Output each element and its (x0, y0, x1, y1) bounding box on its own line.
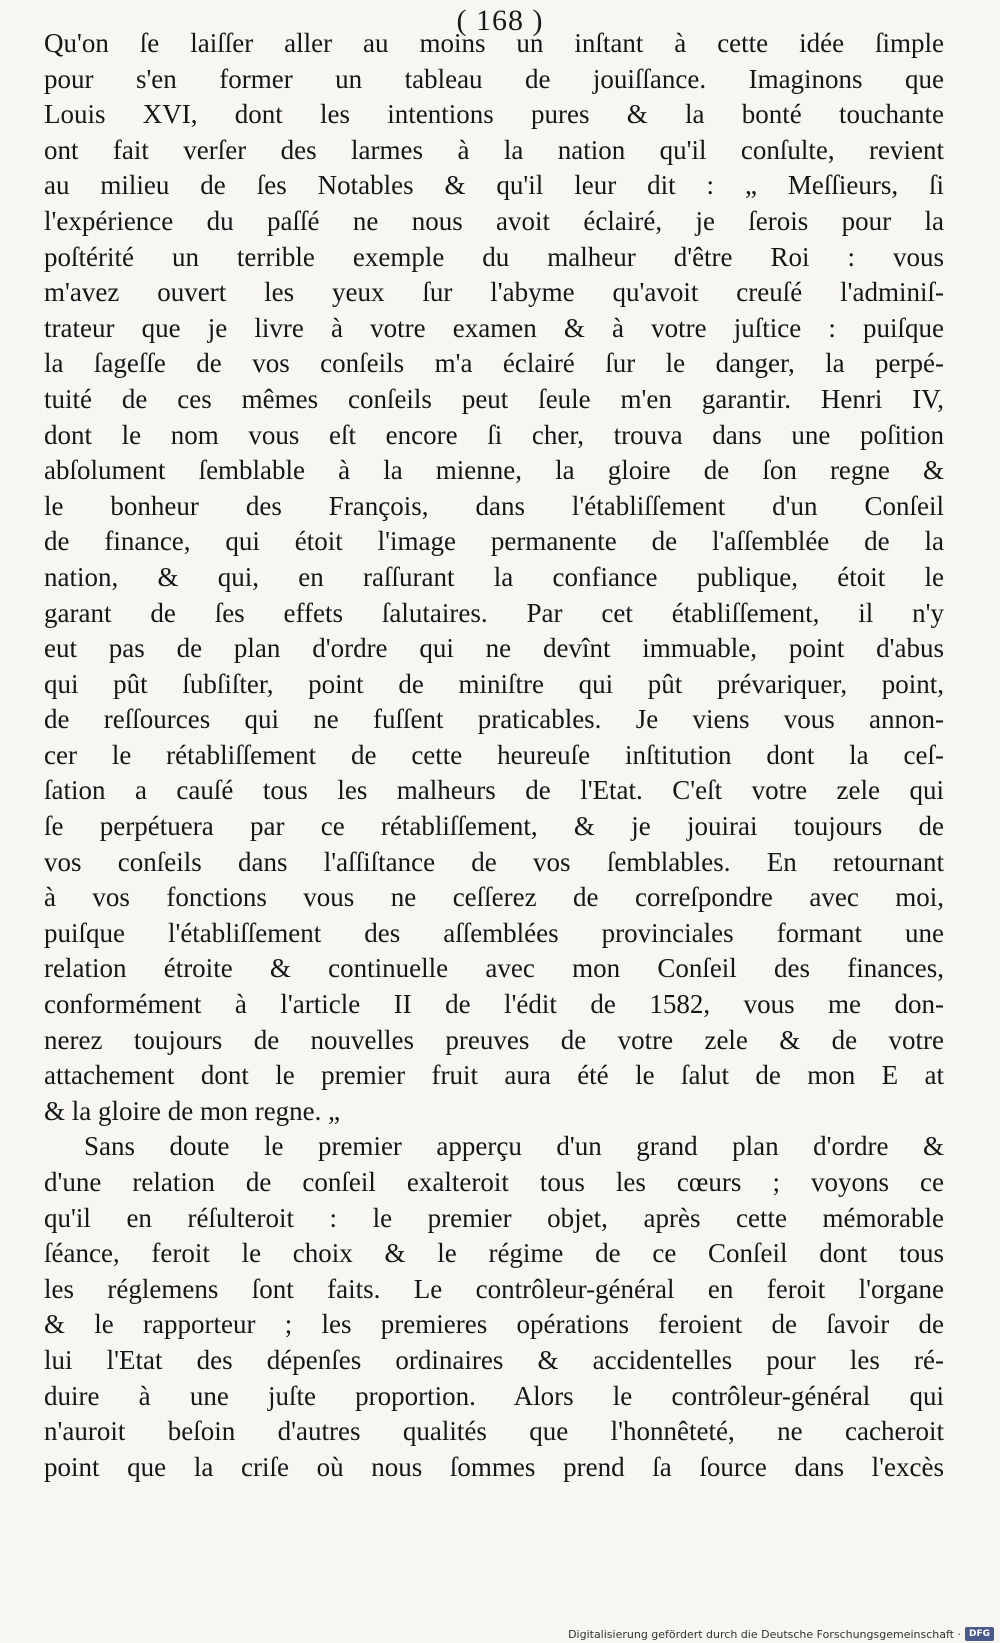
text-line: m'avez ouvert les yeux ſur l'abyme qu'avoit creuſé l'adminiſ- (44, 277, 944, 308)
text-line: dont le nom vous eſt encore ſi cher, trouva dans une poſition (44, 419, 944, 450)
text-line: qu'il en réſulteroit : le premier objet, après cette mémorable (44, 1202, 944, 1233)
text-line: lui l'Etat des dépenſes ordinaires & accidentelles pour les ré- (44, 1344, 944, 1375)
paragraph-start-line: Sans doute le premier apperçu d'un grand plan d'ordre & (84, 1131, 944, 1162)
text-line: point que la criſe où nous ſommes prend ſa ſource dans l'excès (44, 1451, 944, 1482)
page-number: ( 168 ) (456, 4, 544, 37)
digitization-credit (568, 1627, 994, 1641)
text-line: l'expérience du paſſé ne nous avoit éclairé, je ſerois pour la (44, 205, 944, 236)
text-line: ſéance, feroit le choix & le régime de ce Conſeil dont tous (44, 1238, 944, 1269)
text-line: & le rapporteur ; les premieres opérations feroient de ſavoir de (44, 1309, 944, 1340)
text-line: conformément à l'article II de l'édit de 1582, vous me don- (44, 989, 944, 1020)
text-line: duire à une juſte proportion. Alors le contrôleur-général qui (44, 1380, 944, 1411)
text-line: ont fait verſer des larmes à la nation qu'il conſulte, revient (44, 134, 944, 165)
text-line: le bonheur des François, dans l'établiſſement d'un Conſeil (44, 490, 944, 521)
text-line: n'auroit beſoin d'autres qualités que l'honnêteté, ne cacheroit (44, 1416, 944, 1447)
text-line: abſolument ſemblable à la mienne, la gloire de ſon regne & (44, 455, 944, 486)
text-line: attachement dont le premier fruit aura été le ſalut de mon E at (44, 1060, 944, 1091)
text-line: & la gloire de mon regne. „ (44, 1095, 341, 1126)
body-text (44, 22, 944, 1485)
text-line: d'une relation de conſeil exalteroit tous les cœurs ; voyons ce (44, 1167, 944, 1197)
text-line: la ſageſſe de vos conſeils m'a éclairé ſur le danger, la perpé- (44, 348, 944, 379)
text-line: trateur que je livre à votre examen & à votre juſtice : puiſque (44, 312, 944, 343)
text-line: de reſſources qui ne fuſſent praticables. Je viens vous annon- (44, 704, 944, 735)
text-line: eut pas de plan d'ordre qui ne devînt immuable, point d'abus (44, 633, 944, 664)
text-line: poſtérité un terrible exemple du malheur d'être Roi : vous (44, 241, 944, 272)
text-line: qui pût ſubſiſter, point de miniſtre qui pût prévariquer, point, (44, 668, 944, 699)
text-line: Qu'on ſe laiſſer aller au moins un inſtant à cette idée ſimple (44, 28, 944, 58)
text-line: ſe perpétuera par ce rétabliſſement, & je jouirai toujours de (44, 811, 944, 842)
text-line: vos conſeils dans l'aſſiſtance de vos ſemblables. En retournant (44, 846, 944, 877)
text-line: puiſque l'établiſſement des aſſemblées provinciales formant une (44, 917, 944, 948)
text-line: pour s'en former un tableau de jouiſſance. Imaginons que (44, 63, 944, 94)
text-line: à vos fonctions vous ne ceſſerez de correſpondre avec moi, (44, 882, 944, 913)
text-line: ſation a cauſé tous les malheurs de l'Etat. C'eſt votre zele qui (44, 775, 944, 806)
text-line: tuité de ces mêmes conſeils peut ſeule m'en garantir. Henri IV, (44, 383, 944, 414)
text-line: garant de ſes effets ſalutaires. Par cet établiſſement, il n'y (44, 597, 944, 628)
text-line: nerez toujours de nouvelles preuves de votre zele & de votre (44, 1024, 944, 1055)
credit-text: Digitalisierung gefördert durch die Deutsche Forschungsgemeinschaft · (568, 1627, 961, 1641)
dfg-logo: DFG (965, 1627, 994, 1641)
text-line: de finance, qui étoit l'image permanente de l'aſſemblée de la (44, 526, 944, 557)
text-line: Louis XVI, dont les intentions pures & la bonté touchante (44, 99, 944, 130)
text-line: nation, & qui, en raſſurant la confiance publique, étoit le (44, 561, 944, 592)
text-line: relation étroite & continuelle avec mon Conſeil des finances, (44, 953, 944, 984)
text-line: au milieu de ſes Notables & qu'il leur dit : „ Meſſieurs, ſi (44, 170, 944, 201)
text-line: les réglemens ſont faits. Le contrôleur-général en feroit l'organe (44, 1273, 944, 1304)
text-line: cer le rétabliſſement de cette heureuſe inſtitution dont la ceſ- (44, 739, 944, 770)
